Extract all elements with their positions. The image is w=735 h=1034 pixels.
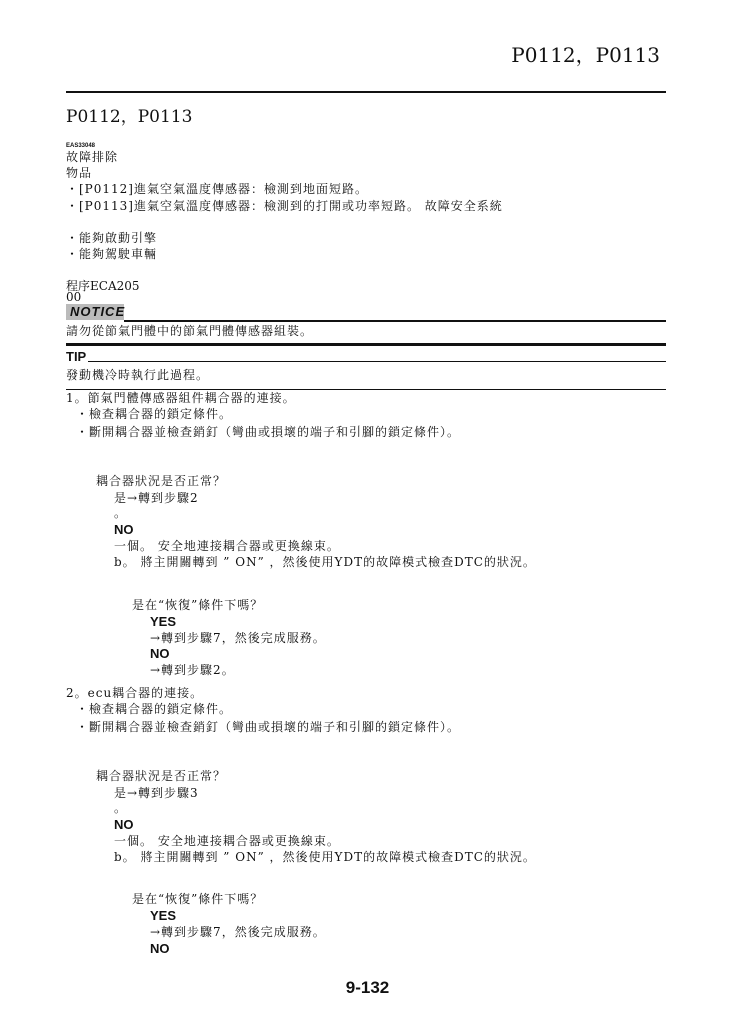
no-label: NO [150, 941, 170, 956]
header-code: P0112，P0113 [511, 43, 660, 67]
page-title: P0112，P0113 [66, 107, 193, 127]
no-action-b: b。 將主開關轉到 ” ON” ，然後使用YDT的故障模式檢查DTC的狀況。 [114, 555, 536, 569]
no-action-a: 一個。 安全地連接耦合器或更換線束。 [114, 834, 340, 848]
question-2: 是在“恢復”條件下嗎？ [132, 892, 264, 906]
notice-end-rule [66, 343, 666, 346]
no-action-a: 一個。 安全地連接耦合器或更換線束。 [114, 539, 340, 553]
yes-label: YES [150, 614, 177, 629]
tip-rule [88, 361, 666, 362]
procedure: 程序ECA205 [66, 279, 140, 293]
no-label: NO [114, 817, 134, 832]
notice-text: 請勿從節氣門體中的節氣門體傳感器組裝。 [66, 324, 314, 338]
question: 耦合器狀況是否正常？ [96, 474, 227, 488]
notice-label: NOTICE [66, 304, 124, 320]
yes-label: YES [150, 908, 177, 923]
no-label: NO [150, 646, 170, 661]
procedure-2: 00 [66, 290, 82, 304]
no-action-b: b。 將主開關轉到 ” ON” ，然後使用YDT的故障模式檢查DTC的狀況。 [114, 850, 536, 864]
items-label: 物品 [66, 166, 93, 180]
yes-action: →轉到步驟7，然後完成服務。 [150, 631, 326, 645]
condition: ・能夠啟動引擎 [66, 231, 158, 245]
header-rule [66, 91, 666, 93]
ref-code: EAS33048 [66, 143, 96, 149]
tip-label: TIP [66, 349, 87, 364]
step-check: ・檢查耦合器的鎖定條件。 [76, 702, 233, 716]
step-check: ・斷開耦合器並檢查銷釘（彎曲或損壞的端子和引腳的鎖定條件）。 [76, 720, 461, 734]
step-check: ・檢查耦合器的鎖定條件。 [76, 407, 233, 421]
condition: ・能夠駕駛車輛 [66, 247, 158, 261]
step-title: 1。節氣門體傳感器組件耦合器的連接。 [66, 391, 296, 405]
no-label: NO [114, 522, 134, 537]
section-heading: 故障排除 [66, 150, 119, 164]
item: ・[P0112]進氣空氣溫度傳感器：檢測到地面短路。 [66, 182, 368, 196]
step-title: 2。ecu耦合器的連接。 [66, 686, 204, 700]
step-check: ・斷開耦合器並檢查銷釘（彎曲或損壞的端子和引腳的鎖定條件）。 [76, 425, 461, 439]
tip-text: 發動機冷時執行此過程。 [66, 368, 210, 382]
yes-answer-end: 。 [114, 801, 128, 815]
page-number: 9-132 [345, 978, 390, 997]
no-action: →轉到步驟2。 [150, 663, 235, 677]
question: 耦合器狀況是否正常？ [96, 769, 227, 783]
yes-answer: 是→轉到步驟3 [114, 786, 199, 800]
item: ・[P0113]進氣空氣溫度傳感器：檢測到的打開或功率短路。 故障安全系統 [66, 199, 503, 213]
yes-action: →轉到步驟7，然後完成服務。 [150, 925, 326, 939]
yes-answer: 是→轉到步驟2 [114, 491, 199, 505]
question-2: 是在“恢復”條件下嗎？ [132, 598, 264, 612]
yes-answer-end: 。 [114, 506, 128, 520]
notice-rule [124, 320, 666, 322]
